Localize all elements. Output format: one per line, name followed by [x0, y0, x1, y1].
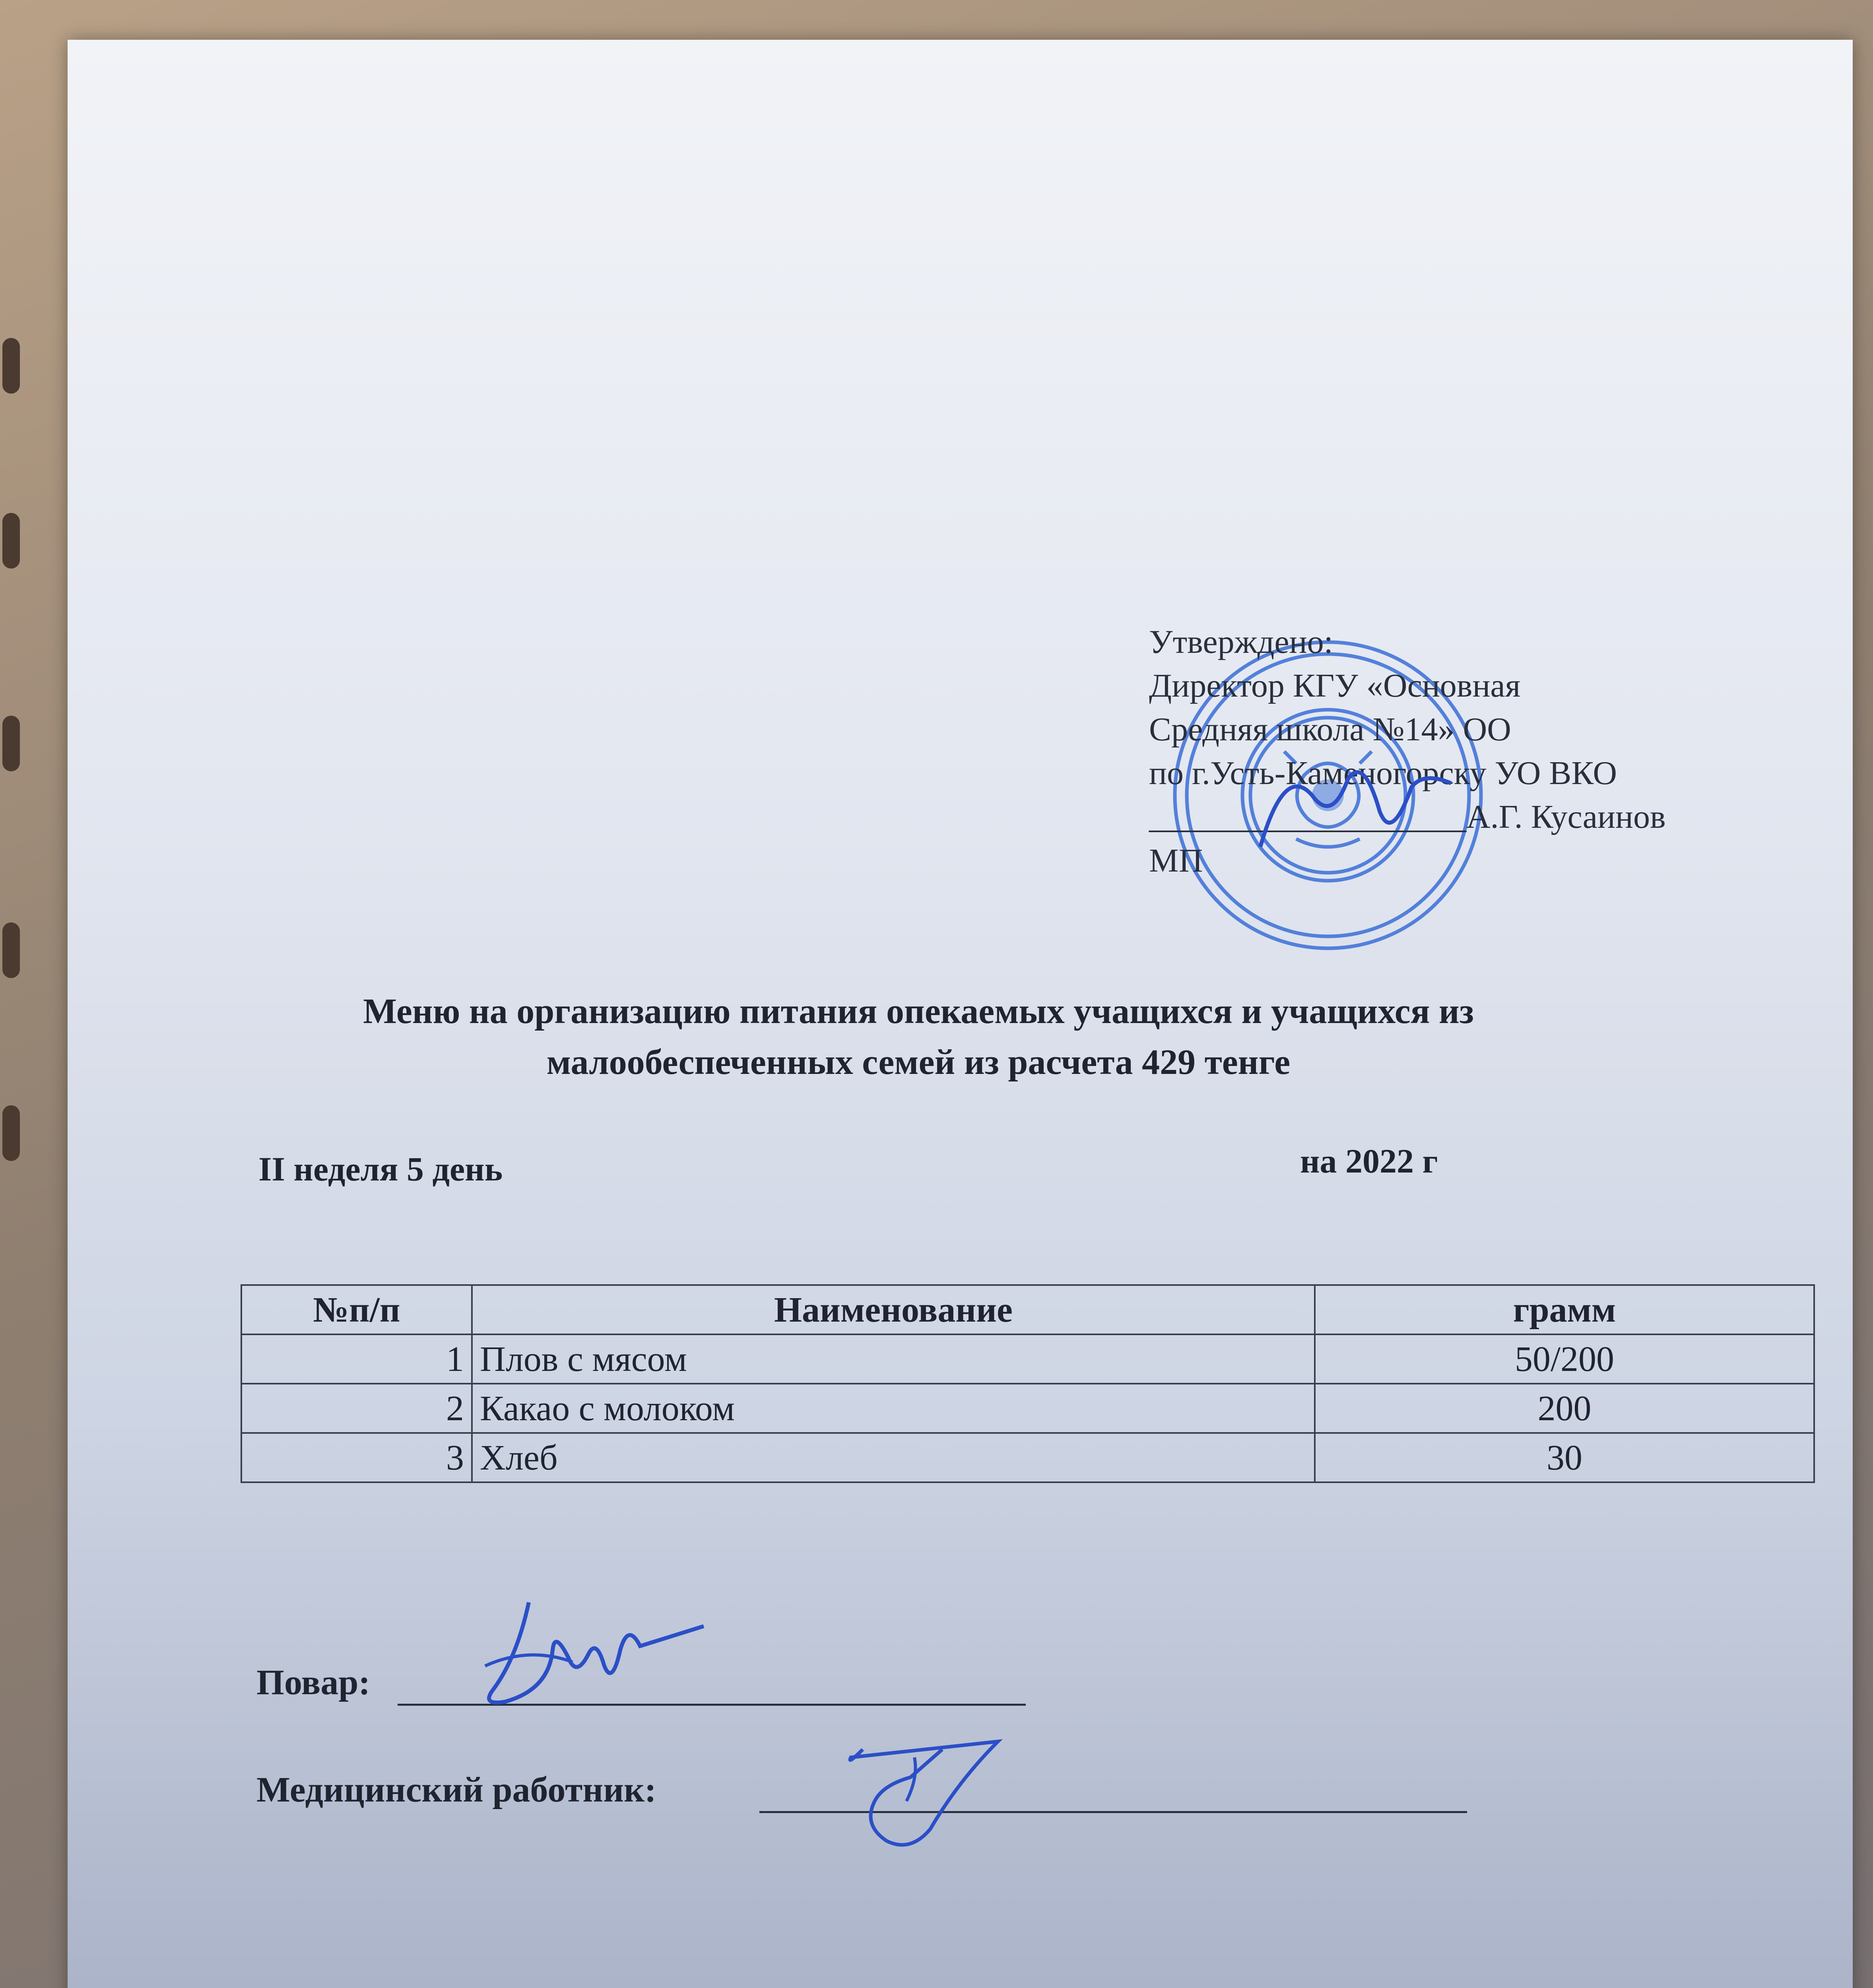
table-row	[241, 1334, 1814, 1384]
binder-holes	[0, 0, 24, 1988]
approval-line: Средняя школа №14» ОО	[1149, 711, 1511, 748]
cell-name: Плов с мясом	[472, 1334, 1315, 1384]
column-header-name: Наименование	[472, 1285, 1315, 1334]
cell-gram: 50/200	[1315, 1334, 1814, 1384]
cell-number: 1	[241, 1334, 472, 1384]
table-row	[241, 1384, 1814, 1433]
cell-number: 2	[241, 1384, 472, 1433]
year-label: на 2022 г	[1300, 1142, 1438, 1180]
cell-gram: 200	[1315, 1384, 1814, 1433]
binder-hole	[2, 716, 20, 771]
document-title: Меню на организацию питания опекаемых учащихся и учащихся из малообеспеченных семей из расчета 429 тенге	[363, 992, 1474, 1082]
binder-hole	[2, 922, 20, 978]
column-header-gram: грамм	[1315, 1285, 1814, 1334]
director-signature	[1252, 747, 1459, 867]
week-day-label: II неделя 5 день	[258, 1150, 503, 1188]
approval-line: ___________________А.Г. Кусаинов	[1149, 798, 1666, 835]
approval-line: Директор КГУ «Основная	[1149, 667, 1521, 704]
approval-line: МП	[1149, 842, 1203, 879]
cell-number: 3	[241, 1433, 472, 1482]
table-header-row	[241, 1285, 1814, 1334]
cook-label: Повар:	[256, 1663, 371, 1702]
binder-hole	[2, 338, 20, 394]
cell-name: Хлеб	[472, 1433, 1315, 1482]
cell-gram: 30	[1315, 1433, 1814, 1482]
medic-label: Медицинский работник:	[256, 1770, 656, 1809]
approval-line: по г.Усть-Каменогорску УО ВКО	[1149, 755, 1617, 792]
menu-table	[241, 1284, 1815, 1483]
cook-signature	[469, 1586, 708, 1730]
approval-line: Утверждено:	[1149, 623, 1333, 660]
column-header-number: №п/п	[241, 1285, 472, 1334]
cell-name: Какао с молоком	[472, 1384, 1315, 1433]
table-row	[241, 1433, 1814, 1482]
binder-hole	[2, 1105, 20, 1161]
medic-signature	[839, 1734, 1006, 1853]
binder-hole	[2, 513, 20, 569]
